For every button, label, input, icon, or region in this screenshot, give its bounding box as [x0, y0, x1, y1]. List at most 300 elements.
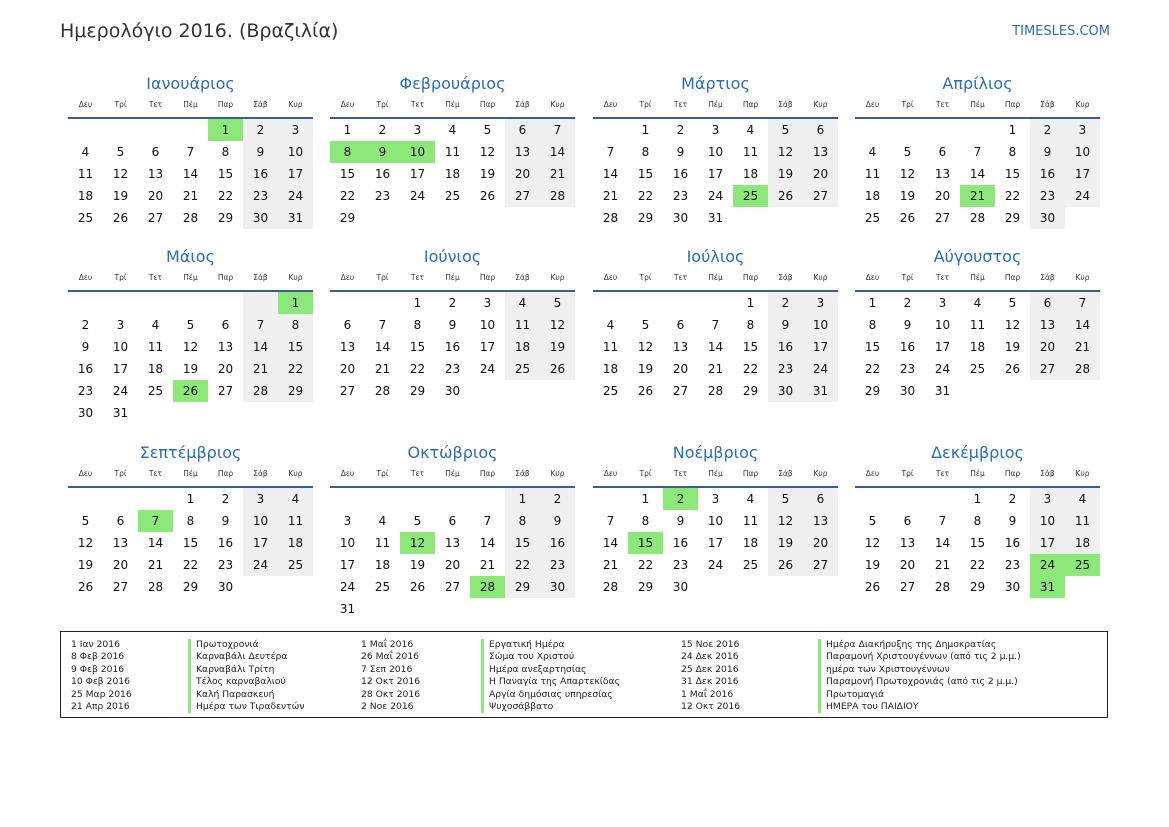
weekday-label: Κυρ [1075, 469, 1090, 478]
day-cell: 31 [707, 211, 724, 225]
legend-date: 1 Μαΐ 2016 [681, 688, 734, 700]
day-cell: 4 [606, 318, 615, 332]
day-cell: 5 [540, 292, 575, 314]
empty-cell [925, 488, 960, 510]
day-cell: 8 [330, 141, 365, 163]
legend-date: 28 Οκτ 2016 [361, 688, 421, 700]
empty-cell [173, 119, 208, 141]
day-cell: 31 [934, 384, 951, 398]
day-cell: 25 [969, 362, 986, 376]
day-cell: 9 [1030, 141, 1065, 163]
weekday-label: Κυρ [1075, 100, 1090, 109]
day-cell: 31 [278, 207, 313, 229]
day-cell: 15 [628, 532, 663, 554]
day-cell: 27 [934, 211, 951, 225]
day-cell: 25 [374, 580, 391, 594]
day-cell: 18 [505, 336, 540, 358]
weekday-label: Τετ [410, 273, 425, 282]
day-cell: 9 [676, 145, 685, 159]
day-cell: 19 [409, 558, 426, 572]
weekday-label: Τετ [935, 273, 950, 282]
day-cell: 23 [374, 189, 391, 203]
legend-date: 25 Μαρ 2016 [71, 688, 132, 700]
day-cell: 18 [864, 189, 881, 203]
weekday-label: Παρ [217, 100, 234, 109]
day-cell: 6 [938, 145, 947, 159]
legend-date: 12 Οκτ 2016 [681, 701, 741, 713]
legend-date: 1 Ιαν 2016 [71, 639, 120, 650]
weekday-header [593, 99, 838, 119]
day-cell: 15 [339, 167, 356, 181]
day-cell: 23 [540, 554, 575, 576]
day-cell: 28 [182, 211, 199, 225]
weekday-label: Κυρ [288, 100, 303, 109]
empty-cell [540, 380, 575, 402]
weekday-label: Τρί [376, 100, 389, 109]
month-name: Μάιος [166, 247, 215, 266]
day-cell: 22 [637, 558, 654, 572]
day-cell: 7 [1065, 292, 1100, 314]
weekday-label: Πέμ [183, 100, 198, 109]
day-cell: 31 [339, 602, 356, 616]
day-cell: 17 [278, 163, 313, 185]
weekday-label: Τρί [114, 469, 127, 478]
weekday-label: Τετ [673, 100, 688, 109]
day-cell: 1 [746, 296, 755, 310]
day-cell: 17 [409, 167, 426, 181]
day-cell: 19 [864, 558, 881, 572]
day-cell: 20 [339, 362, 356, 376]
day-cell: 2 [221, 492, 230, 506]
weekday-label: Κυρ [550, 100, 565, 109]
legend-holiday-name: Καλή Παρασκευή [188, 689, 305, 701]
day-cell: 4 [746, 492, 755, 506]
day-cell: 4 [868, 145, 877, 159]
days-grid [68, 292, 313, 424]
weekday-label: Τετ [673, 469, 688, 478]
day-cell: 3 [413, 123, 422, 137]
empty-cell [540, 598, 575, 620]
day-cell: 10 [1030, 510, 1065, 532]
day-cell: 5 [641, 318, 650, 332]
weekday-label: Τρί [376, 469, 389, 478]
weekday-label: Τρί [639, 469, 652, 478]
day-cell: 31 [112, 406, 129, 420]
weekday-label: Δευ [340, 469, 355, 478]
weekday-label: Τρί [901, 469, 914, 478]
day-cell: 18 [602, 362, 619, 376]
weekday-label: Παρ [1004, 469, 1021, 478]
empty-cell [68, 488, 103, 510]
days-grid [68, 119, 313, 229]
empty-cell [278, 402, 313, 424]
day-cell: 2 [676, 123, 685, 137]
day-cell: 21 [707, 362, 724, 376]
day-cell: 21 [1065, 336, 1100, 358]
day-cell: 2 [1030, 119, 1065, 141]
legend-holiday-name: Πρωτομαγιά [818, 689, 1021, 701]
day-cell: 26 [409, 580, 426, 594]
legend-holiday-name: Καρναβάλι Δευτέρα [188, 651, 305, 663]
day-cell: 9 [903, 318, 912, 332]
empty-cell [103, 488, 138, 510]
empty-cell [1030, 380, 1065, 402]
day-cell: 12 [400, 532, 435, 554]
day-cell: 30 [672, 580, 689, 594]
day-cell: 16 [672, 167, 689, 181]
day-cell: 29 [1004, 211, 1021, 225]
day-cell: 14 [602, 536, 619, 550]
empty-cell [628, 292, 663, 314]
day-cell: 8 [641, 514, 650, 528]
day-cell: 5 [116, 145, 125, 159]
day-cell: 23 [77, 384, 94, 398]
day-cell: 24 [803, 358, 838, 380]
day-cell: 1 [505, 488, 540, 510]
day-cell: 17 [339, 558, 356, 572]
day-cell: 19 [1004, 340, 1021, 354]
day-cell: 7 [483, 514, 492, 528]
day-cell: 5 [768, 488, 803, 510]
weekday-label: Σάβ [253, 273, 268, 282]
day-cell: 28 [707, 384, 724, 398]
day-cell: 26 [173, 380, 208, 402]
legend-date: 7 Σεπ 2016 [361, 663, 413, 675]
day-cell: 25 [278, 554, 313, 576]
day-cell: 30 [1004, 580, 1021, 594]
day-cell: 6 [903, 514, 912, 528]
day-cell: 30 [540, 576, 575, 598]
day-cell: 7 [711, 318, 720, 332]
legend-date: 2 Νοε 2016 [361, 701, 414, 713]
legend-date: 9 Φεβ 2016 [71, 663, 125, 675]
weekday-label: Πέμ [970, 273, 985, 282]
day-cell: 14 [243, 336, 278, 358]
day-cell: 1 [641, 123, 650, 137]
weekday-label: Σάβ [515, 273, 530, 282]
day-cell: 23 [1004, 558, 1021, 572]
day-cell: 9 [243, 141, 278, 163]
day-cell: 13 [505, 141, 540, 163]
day-cell: 21 [479, 558, 496, 572]
empty-cell [365, 598, 400, 620]
day-cell: 2 [81, 318, 90, 332]
weekday-label: Κυρ [550, 273, 565, 282]
empty-cell [803, 576, 838, 598]
day-cell: 6 [803, 488, 838, 510]
day-cell: 21 [540, 163, 575, 185]
day-cell: 21 [960, 185, 995, 207]
empty-cell [470, 488, 505, 510]
day-cell: 25 [444, 189, 461, 203]
empty-cell [330, 292, 365, 314]
day-cell: 9 [768, 314, 803, 336]
day-cell: 24 [409, 189, 426, 203]
empty-cell [960, 380, 995, 402]
day-cell: 25 [147, 384, 164, 398]
holiday-legend [60, 631, 1108, 718]
day-cell: 20 [672, 362, 689, 376]
weekday-header [68, 468, 313, 488]
weekday-label: Πέμ [708, 469, 723, 478]
day-cell: 16 [217, 536, 234, 550]
weekday-label: Τρί [376, 273, 389, 282]
day-cell: 26 [479, 189, 496, 203]
day-cell: 18 [77, 189, 94, 203]
day-cell: 27 [505, 185, 540, 207]
day-cell: 8 [186, 514, 195, 528]
day-cell: 23 [217, 558, 234, 572]
weekday-label: Σάβ [253, 469, 268, 478]
day-cell: 22 [278, 358, 313, 380]
weekday-label: Δευ [865, 273, 880, 282]
weekday-label: Παρ [1004, 100, 1021, 109]
day-cell: 25 [733, 185, 768, 207]
day-cell: 18 [278, 532, 313, 554]
day-cell: 3 [278, 119, 313, 141]
empty-cell [365, 207, 400, 229]
legend-date: 26 Μαΐ 2016 [361, 651, 420, 663]
day-cell: 20 [147, 189, 164, 203]
day-cell: 2 [1008, 492, 1017, 506]
weekday-label: Δευ [603, 100, 618, 109]
day-cell: 3 [116, 318, 125, 332]
day-cell: 7 [540, 119, 575, 141]
day-cell: 20 [444, 558, 461, 572]
day-cell: 27 [803, 185, 838, 207]
day-cell: 4 [505, 292, 540, 314]
weekday-label: Τρί [114, 273, 127, 282]
day-cell: 5 [868, 514, 877, 528]
empty-cell [890, 119, 925, 141]
weekday-header [593, 272, 838, 292]
weekday-label: Τρί [901, 273, 914, 282]
day-cell: 1 [973, 492, 982, 506]
day-cell: 30 [444, 384, 461, 398]
day-cell: 3 [343, 514, 352, 528]
month-name: Οκτώβριος [407, 443, 498, 462]
day-cell: 22 [864, 362, 881, 376]
day-cell: 24 [479, 362, 496, 376]
day-cell: 6 [221, 318, 230, 332]
weekday-label: Παρ [742, 273, 759, 282]
days-grid [593, 292, 838, 402]
day-cell: 16 [540, 532, 575, 554]
day-cell: 16 [672, 536, 689, 550]
empty-cell [698, 576, 733, 598]
weekday-label: Παρ [479, 469, 496, 478]
day-cell: 18 [147, 362, 164, 376]
day-cell: 2 [448, 296, 457, 310]
weekday-label: Τετ [410, 469, 425, 478]
empty-cell [733, 207, 768, 229]
weekday-label: Κυρ [813, 469, 828, 478]
day-cell: 6 [343, 318, 352, 332]
day-cell: 7 [606, 514, 615, 528]
day-cell: 14 [969, 167, 986, 181]
day-cell: 3 [711, 123, 720, 137]
day-cell: 1 [868, 296, 877, 310]
day-cell: 8 [973, 514, 982, 528]
day-cell: 29 [637, 211, 654, 225]
empty-cell [68, 119, 103, 141]
day-cell: 4 [1065, 488, 1100, 510]
weekday-label: Δευ [78, 273, 93, 282]
day-cell: 18 [444, 167, 461, 181]
day-cell: 4 [448, 123, 457, 137]
day-cell: 17 [112, 362, 129, 376]
day-cell: 20 [217, 362, 234, 376]
day-cell: 19 [182, 362, 199, 376]
day-cell: 27 [112, 580, 129, 594]
empty-cell [138, 402, 173, 424]
day-cell: 7 [606, 145, 615, 159]
month-name: Φεβρουάριος [399, 74, 506, 93]
days-grid [330, 292, 575, 402]
day-cell: 28 [374, 384, 391, 398]
day-cell: 14 [374, 340, 391, 354]
day-cell: 20 [803, 163, 838, 185]
legend-date: 21 Απρ 2016 [71, 701, 130, 713]
site-link[interactable]: TIMESLES.COM [1012, 24, 1110, 39]
empty-cell [470, 598, 505, 620]
day-cell: 6 [116, 514, 125, 528]
legend-holiday-name: Πρωτοχρονιά [188, 639, 305, 651]
day-cell: 30 [217, 580, 234, 594]
day-cell: 19 [112, 189, 129, 203]
weekday-label: Δευ [603, 273, 618, 282]
day-cell: 16 [768, 336, 803, 358]
empty-cell [330, 488, 365, 510]
day-cell: 22 [742, 362, 759, 376]
day-cell: 12 [1004, 318, 1021, 332]
legend-holiday-name: Καρναβάλι Τρίτη [188, 664, 305, 676]
day-cell: 6 [151, 145, 160, 159]
empty-cell [505, 207, 540, 229]
empty-cell [470, 207, 505, 229]
day-cell: 22 [182, 558, 199, 572]
day-cell: 21 [934, 558, 951, 572]
legend-date: 12 Οκτ 2016 [361, 676, 421, 688]
weekday-label: Σάβ [515, 100, 530, 109]
day-cell: 8 [641, 145, 650, 159]
day-cell: 29 [637, 580, 654, 594]
day-cell: 31 [803, 380, 838, 402]
day-cell: 28 [602, 580, 619, 594]
day-cell: 21 [602, 189, 619, 203]
legend-date: 8 Φεβ 2016 [71, 651, 125, 663]
day-cell: 8 [505, 510, 540, 532]
day-cell: 6 [505, 119, 540, 141]
weekday-label: Σάβ [778, 100, 793, 109]
day-cell: 23 [243, 185, 278, 207]
legend-holiday-name: Παραμονή Πρωτοχρονιάς (από τις 2 μ.μ.) [818, 676, 1021, 688]
day-cell: 12 [864, 536, 881, 550]
day-cell: 25 [77, 211, 94, 225]
day-cell: 17 [707, 167, 724, 181]
day-cell: 26 [768, 185, 803, 207]
days-grid [855, 292, 1100, 402]
day-cell: 14 [602, 167, 619, 181]
month-block [855, 246, 1100, 402]
day-cell: 29 [864, 384, 881, 398]
legend-holiday-name: Ημέρα Διακήρυξης της Δημοκρατίας [818, 639, 1021, 651]
day-cell: 6 [676, 318, 685, 332]
day-cell: 30 [899, 384, 916, 398]
day-cell: 19 [77, 558, 94, 572]
weekday-header [855, 99, 1100, 119]
empty-cell [1065, 576, 1100, 598]
day-cell: 10 [339, 536, 356, 550]
legend-date: 25 Δεκ 2016 [681, 663, 739, 675]
month-block [855, 442, 1100, 598]
day-cell: 10 [1065, 141, 1100, 163]
days-grid [68, 488, 313, 598]
weekday-label: Σάβ [1040, 469, 1055, 478]
day-cell: 19 [768, 163, 803, 185]
day-cell: 24 [1030, 554, 1065, 576]
weekday-label: Κυρ [1075, 273, 1090, 282]
day-cell: 26 [77, 580, 94, 594]
empty-cell [768, 207, 803, 229]
legend-names-col-2 [481, 639, 620, 713]
day-cell: 25 [602, 384, 619, 398]
legend-holiday-name: Παραμονή Χριστουγέννων (από τις 2 μ.μ.) [818, 651, 1021, 663]
day-cell: 15 [182, 536, 199, 550]
empty-cell [103, 119, 138, 141]
month-block [330, 246, 575, 402]
weekday-label: Παρ [742, 469, 759, 478]
day-cell: 15 [637, 167, 654, 181]
weekday-label: Τετ [410, 100, 425, 109]
weekday-label: Τετ [935, 100, 950, 109]
day-cell: 15 [1004, 167, 1021, 181]
day-cell: 13 [803, 510, 838, 532]
empty-cell [505, 380, 540, 402]
month-name: Νοέμβριος [672, 443, 759, 462]
empty-cell [855, 488, 890, 510]
day-cell: 11 [505, 314, 540, 336]
day-cell: 9 [676, 514, 685, 528]
day-cell: 5 [768, 119, 803, 141]
weekday-label: Παρ [217, 469, 234, 478]
day-cell: 10 [400, 141, 435, 163]
day-cell: 12 [768, 141, 803, 163]
weekday-label: Παρ [479, 100, 496, 109]
day-cell: 11 [374, 536, 391, 550]
month-name: Δεκέμβριος [931, 443, 1024, 462]
day-cell: 29 [742, 384, 759, 398]
day-cell: 10 [112, 340, 129, 354]
day-cell: 29 [182, 580, 199, 594]
day-cell: 15 [217, 167, 234, 181]
day-cell: 26 [112, 211, 129, 225]
day-cell: 22 [339, 189, 356, 203]
weekday-header [330, 99, 575, 119]
day-cell: 28 [540, 185, 575, 207]
day-cell: 15 [742, 340, 759, 354]
day-cell: 11 [602, 340, 619, 354]
day-cell: 26 [899, 211, 916, 225]
day-cell: 10 [707, 145, 724, 159]
day-cell: 31 [1030, 576, 1065, 598]
weekday-label: Παρ [1004, 273, 1021, 282]
weekday-label: Κυρ [288, 469, 303, 478]
day-cell: 2 [378, 123, 387, 137]
day-cell: 24 [934, 362, 951, 376]
day-cell: 1 [413, 296, 422, 310]
day-cell: 25 [505, 358, 540, 380]
